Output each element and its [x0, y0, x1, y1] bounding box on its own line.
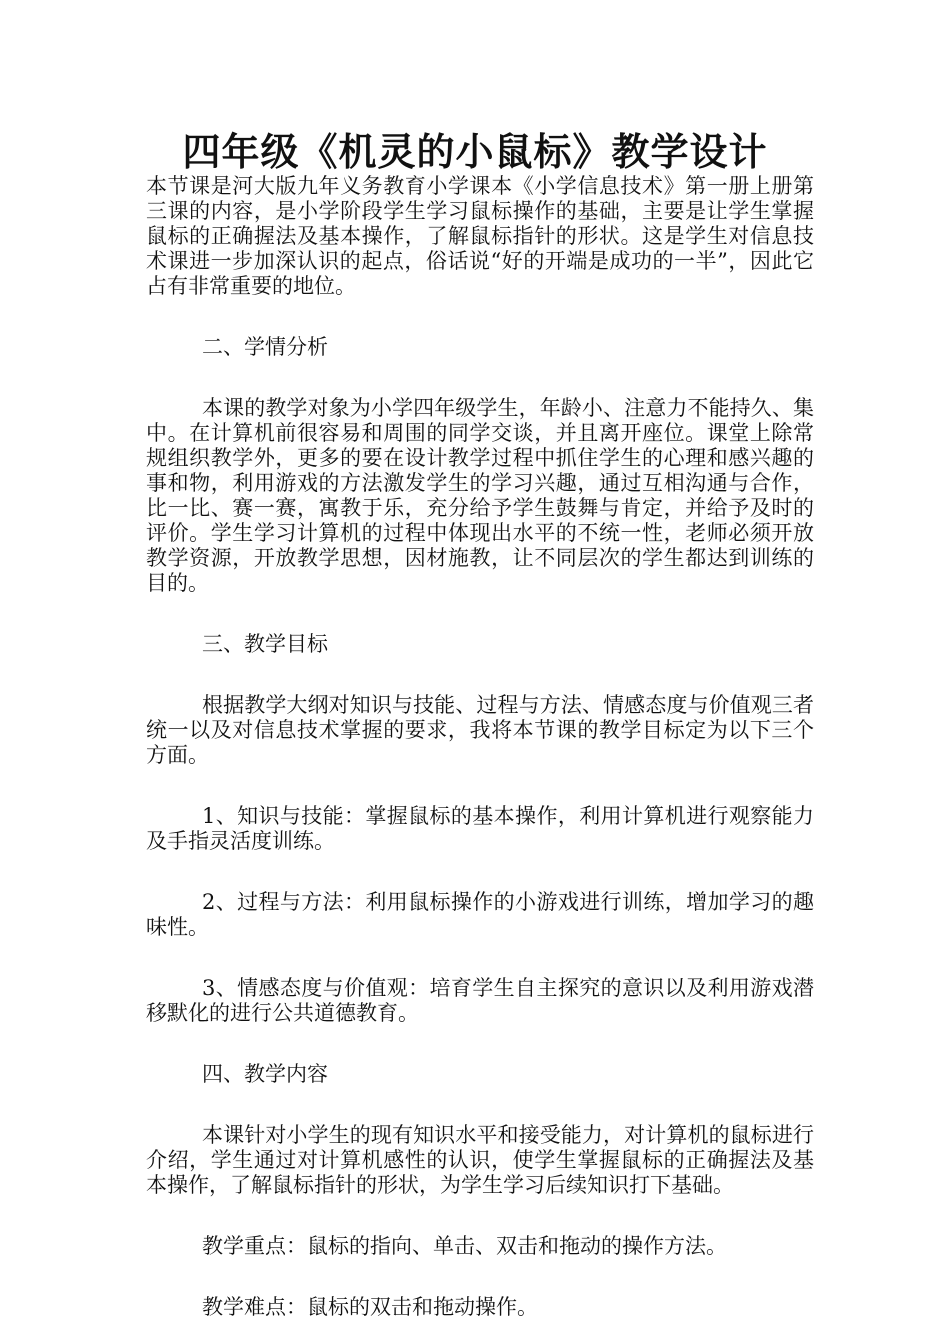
learner-analysis-paragraph: 本课的教学对象为小学四年级学生，年龄小、注意力不能持久、集中。在计算机前很容易和周围的同学交谈，并且离开座位。课堂上除常规组织教学外，更多的要在设计教学过程中抓住学生的心理和感兴趣的事和物，利用游戏的方法激发学生的学习兴趣，通过互相沟通与合作，比一比、赛一赛，寓教于乐，充分给予学生鼓舞与肯定，并给予及时的评价。学生学习计算机的过程中体现出水平的不统一性，老师必须开放教学资源，开放教学思想，因材施教，让不同层次的学生都达到训练的目的。	[146, 396, 814, 595]
document-title: 四年级《机灵的小鼠标》教学设计	[182, 130, 768, 174]
key-point-text: 教学重点：鼠标的指向、单击、双击和拖动的操作方法。	[202, 1234, 727, 1258]
document-body	[146, 174, 814, 1320]
goal-knowledge-skills: 1、知识与技能：掌握鼠标的基本操作，利用计算机进行观察能力及手指灵活度训练。	[146, 804, 814, 853]
section-heading-teaching-goals: 三、教学目标	[202, 632, 328, 656]
intro-paragraph: 本节课是河大版九年义务教育小学课本《小学信息技术》第一册上册第三课的内容，是小学阶段学生学习鼠标操作的基础，主要是让学生掌握鼠标的正确握法及基本操作，了解鼠标指针的形状。这是学生对信息技术课进一步加深认识的起点，俗话说“好的开端是成功的一半”，因此它占有非常重要的地位。	[146, 174, 814, 298]
teaching-goals-paragraph: 根据教学大纲对知识与技能、过程与方法、情感态度与价值观三者统一以及对信息技术掌握的要求，我将本节课的教学目标定为以下三个方面。	[146, 693, 814, 767]
section-heading-teaching-content: 四、教学内容	[202, 1062, 328, 1086]
goal-process-methods: 2、过程与方法：利用鼠标操作的小游戏进行训练，增加学习的趣味性。	[146, 890, 814, 939]
teaching-content-paragraph: 本课针对小学生的现有知识水平和接受能力，对计算机的鼠标进行介绍，学生通过对计算机感性的认识，使学生掌握鼠标的正确握法及基本操作，了解鼠标指针的形状，为学生学习后续知识打下基础。	[146, 1123, 814, 1197]
goal-emotion-values: 3、情感态度与价值观：培育学生自主探究的意识以及利用游戏潜移默化的进行公共道德教育。	[146, 976, 814, 1025]
section-heading-learner-analysis: 二、学情分析	[202, 335, 328, 359]
difficult-point-text: 教学难点：鼠标的双击和拖动操作。	[202, 1295, 538, 1319]
